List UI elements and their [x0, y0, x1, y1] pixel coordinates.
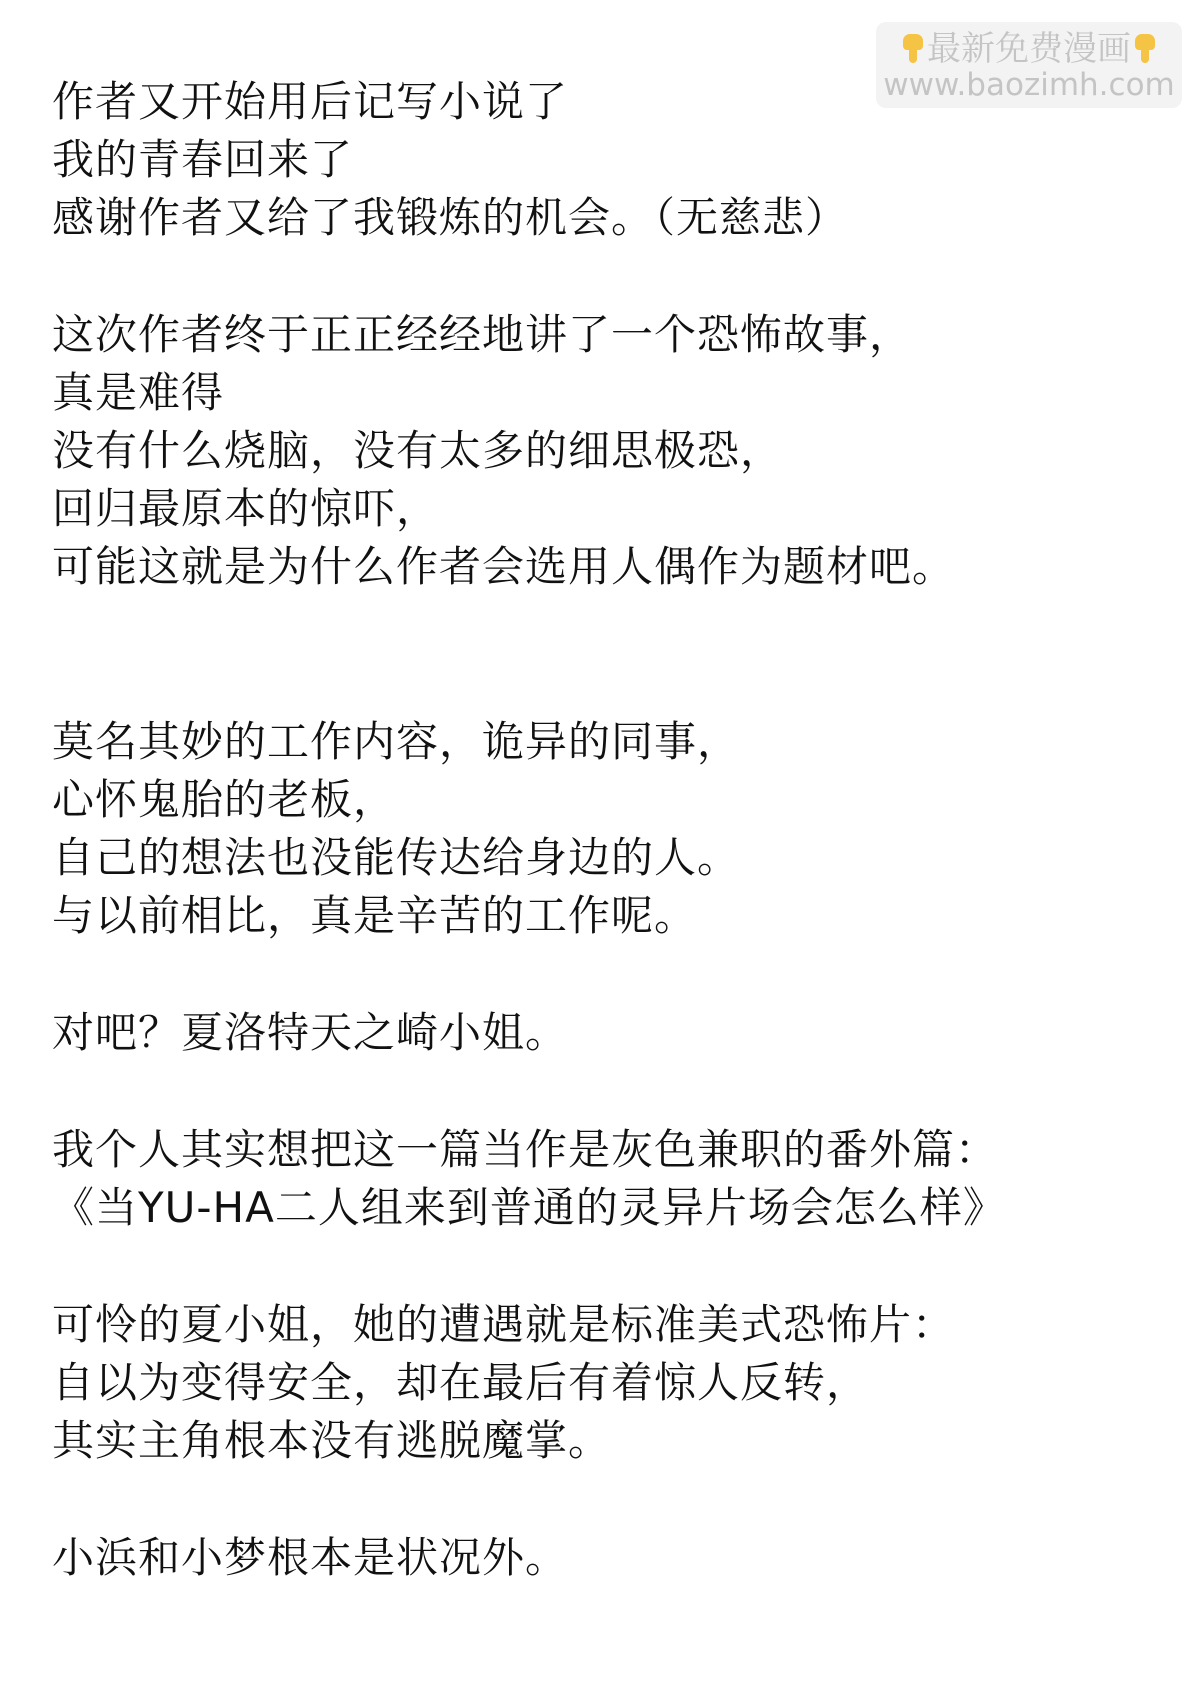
- text-line: 我的青春回来了: [52, 135, 354, 184]
- text-line: 自以为变得安全，却在最后有着惊人反转，: [52, 1358, 870, 1407]
- text-line: 真是难得: [52, 368, 225, 417]
- text-line: 回归最原本的惊吓，: [52, 484, 440, 533]
- watermark-title: 最新免费漫画: [927, 29, 1131, 69]
- text-line: 没有什么烧脑，没有太多的细思极恐，: [52, 426, 784, 475]
- paragraph: [52, 1296, 1182, 1470]
- text-line: 莫名其妙的工作内容，诡异的同事，: [52, 717, 741, 766]
- text-line: 其实主角根本没有逃脱魔掌。: [52, 1416, 612, 1465]
- text-line: 可怜的夏小姐，她的遭遇就是标准美式恐怖片：: [52, 1300, 956, 1349]
- paragraph: [52, 306, 1182, 596]
- paragraph: [52, 1004, 1182, 1062]
- text-line: 心怀鬼胎的老板，: [52, 775, 397, 824]
- paragraph: [52, 1121, 1182, 1237]
- watermark-title-row: [876, 30, 1182, 68]
- text-line: 感谢作者又给了我锻炼的机会。（无慈悲）: [52, 193, 849, 242]
- text-line: 小浜和小梦根本是状况外。: [52, 1533, 569, 1582]
- text-line: 可能这就是为什么作者会选用人偶作为题材吧。: [52, 542, 956, 591]
- paragraph: [52, 73, 1182, 247]
- text-line: 对吧？夏洛特天之崎小姐。: [52, 1008, 569, 1057]
- text-line: 我个人其实想把这一篇当作是灰色兼职的番外篇：: [52, 1125, 999, 1174]
- text-line: 与以前相比，真是辛苦的工作呢。: [52, 891, 698, 940]
- text-line: 作者又开始用后记写小说了: [52, 77, 569, 126]
- paragraph: [52, 713, 1182, 945]
- watermark-url: www.baozimh.com: [883, 67, 1175, 103]
- paragraph: [52, 1529, 1182, 1587]
- text-line: 自己的想法也没能传达给身边的人。: [52, 833, 741, 882]
- text-line: 这次作者终于正正经经地讲了一个恐怖故事，: [52, 310, 913, 359]
- pointing-down-hand-icon: [1133, 34, 1157, 64]
- text-line: 《当YU-HA二人组来到普通的灵异片场会怎么样》: [52, 1183, 1006, 1232]
- afterword-text: [52, 73, 1182, 1646]
- pointing-down-hand-icon: [901, 34, 925, 64]
